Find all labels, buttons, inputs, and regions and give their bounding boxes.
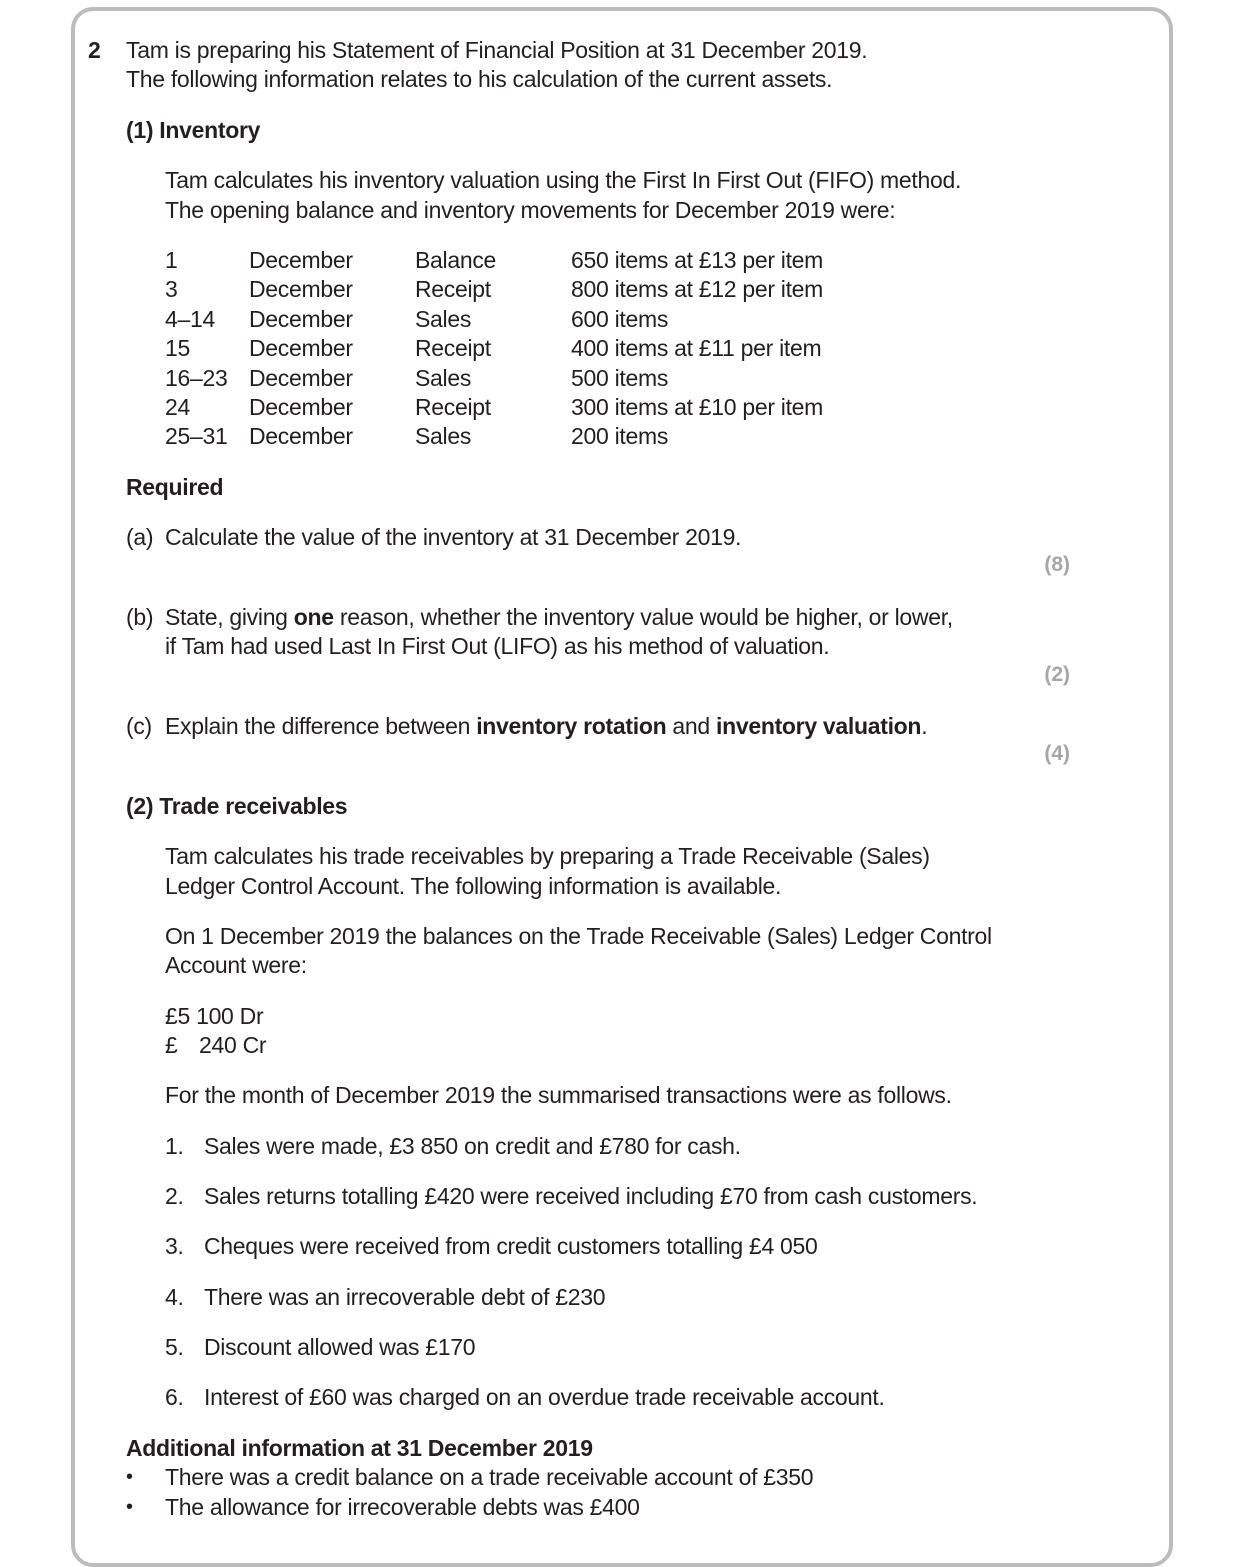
part-b-emphasis: one xyxy=(293,604,334,630)
part-c-marks: (4) xyxy=(1044,742,1070,765)
part-b-marks: (2) xyxy=(1044,663,1070,686)
row-type: Sales xyxy=(415,365,472,391)
transaction-text: Sales returns totalling £420 were received including £70 from cash customers. xyxy=(204,1183,978,1209)
intro-line-1: Tam is preparing his Statement of Financial Position at 31 December 2019. xyxy=(126,37,868,63)
transaction-number: 1. xyxy=(165,1133,184,1159)
intro-line-2: The following information relates to his calculation of the current assets. xyxy=(126,66,833,92)
part-c-term-2: inventory valuation xyxy=(716,713,922,739)
part-b-line-2: if Tam had used Last In First Out (LIFO) as his method of valuation. xyxy=(165,633,830,659)
part-b-text: reason, whether the inventory value would be higher, or lower, xyxy=(333,604,953,630)
part-c-pre: Explain the difference between xyxy=(165,713,477,739)
receivables-para-2-line-1: On 1 December 2019 the balances on the Trade Receivable (Sales) Ledger Control xyxy=(165,923,992,949)
row-detail: 600 items xyxy=(571,306,669,332)
row-detail: 400 items at £11 per item xyxy=(571,335,822,361)
row-type: Sales xyxy=(415,423,472,449)
part-b-label: (b) xyxy=(126,604,154,630)
row-date: 4–14 xyxy=(165,306,215,332)
inventory-para-1: Tam calculates his inventory valuation using the First In First Out (FIFO) method. xyxy=(165,167,962,193)
row-type: Sales xyxy=(415,306,472,332)
part-a-marks: (8) xyxy=(1044,553,1070,576)
opening-debit-balance: £5 100 Dr xyxy=(165,1003,264,1029)
part-c-post: . xyxy=(921,713,928,739)
row-detail: 500 items xyxy=(571,365,669,391)
row-type: Balance xyxy=(415,247,497,273)
part-c-label: (c) xyxy=(126,713,152,739)
inventory-heading: (1) Inventory xyxy=(126,117,261,143)
additional-info-item: The allowance for irrecoverable debts was £400 xyxy=(165,1494,640,1520)
row-month: December xyxy=(249,394,353,420)
bullet-icon: • xyxy=(126,1466,133,1488)
part-b-text: State, giving xyxy=(165,604,294,630)
transaction-text: Sales were made, £3 850 on credit and £780 for cash. xyxy=(204,1133,741,1159)
row-month: December xyxy=(249,247,353,273)
row-type: Receipt xyxy=(415,276,491,302)
row-month: December xyxy=(249,423,353,449)
question-number: 2 xyxy=(88,37,101,63)
additional-info-heading: Additional information at 31 December 2019 xyxy=(126,1435,593,1461)
opening-credit-currency: £ xyxy=(165,1032,178,1058)
row-month: December xyxy=(249,306,353,332)
part-a-text: Calculate the value of the inventory at 31 December 2019. xyxy=(165,524,742,550)
row-type: Receipt xyxy=(415,394,491,420)
inventory-para-2: The opening balance and inventory movements for December 2019 were: xyxy=(165,197,896,223)
transaction-number: 2. xyxy=(165,1183,184,1209)
row-date: 25–31 xyxy=(165,423,228,449)
receivables-para-2-line-2: Account were: xyxy=(165,952,307,978)
transaction-number: 6. xyxy=(165,1384,184,1410)
additional-info-item: There was a credit balance on a trade receivable account of £350 xyxy=(165,1464,814,1490)
receivables-para-1-line-2: Ledger Control Account. The following information is available. xyxy=(165,873,782,899)
row-date: 15 xyxy=(165,335,190,361)
row-date: 24 xyxy=(165,394,190,420)
transaction-text: Cheques were received from credit customers totalling £4 050 xyxy=(204,1233,818,1259)
transaction-text: There was an irrecoverable debt of £230 xyxy=(204,1284,606,1310)
receivables-para-1-line-1: Tam calculates his trade receivables by preparing a Trade Receivable (Sales) xyxy=(165,843,930,869)
transaction-number: 3. xyxy=(165,1233,184,1259)
part-b-line-1 xyxy=(165,603,953,632)
bullet-icon: • xyxy=(126,1496,133,1518)
transaction-number: 5. xyxy=(165,1334,184,1360)
row-month: December xyxy=(249,335,353,361)
opening-credit-balance: 240 Cr xyxy=(199,1032,267,1058)
part-a-label: (a) xyxy=(126,524,154,550)
required-heading: Required xyxy=(126,474,224,500)
row-detail: 650 items at £13 per item xyxy=(571,247,824,273)
row-date: 16–23 xyxy=(165,365,228,391)
row-month: December xyxy=(249,276,353,302)
part-c-term-1: inventory rotation xyxy=(476,713,667,739)
transaction-text: Interest of £60 was charged on an overdue trade receivable account. xyxy=(204,1384,885,1410)
row-month: December xyxy=(249,365,353,391)
row-detail: 800 items at £12 per item xyxy=(571,276,824,302)
transaction-number: 4. xyxy=(165,1284,184,1310)
row-date: 3 xyxy=(165,276,178,302)
part-c-mid: and xyxy=(666,713,716,739)
row-detail: 200 items xyxy=(571,423,669,449)
row-detail: 300 items at £10 per item xyxy=(571,394,824,420)
part-c-text xyxy=(165,712,927,741)
receivables-para-3: For the month of December 2019 the summarised transactions were as follows. xyxy=(165,1082,952,1108)
row-date: 1 xyxy=(165,247,178,273)
receivables-heading: (2) Trade receivables xyxy=(126,793,348,819)
transaction-text: Discount allowed was £170 xyxy=(204,1334,476,1360)
row-type: Receipt xyxy=(415,335,491,361)
